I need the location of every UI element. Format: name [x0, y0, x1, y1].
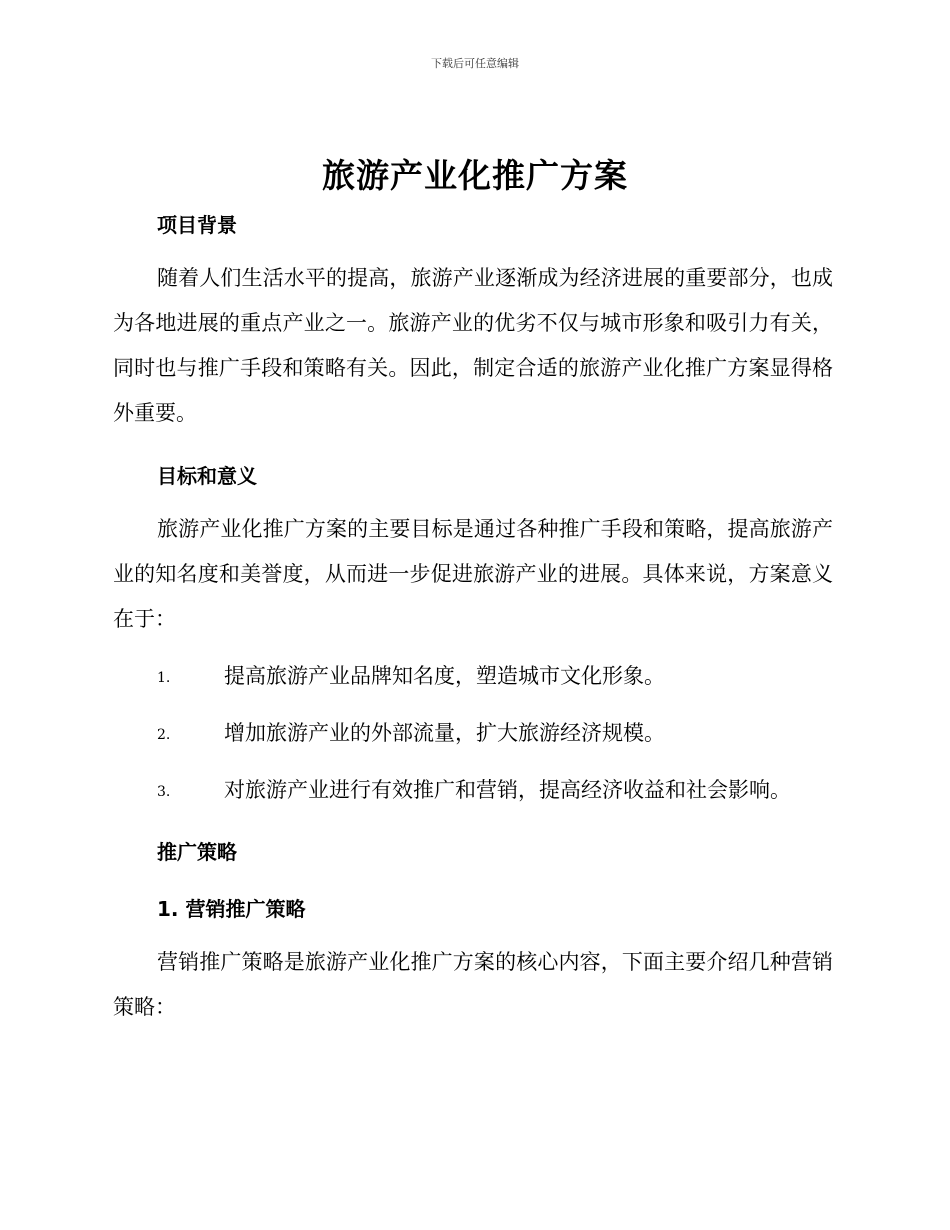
list-text: 提高旅游产业品牌知名度，塑造城市文化形象。: [224, 664, 665, 688]
list-text: 增加旅游产业的外部流量，扩大旅游经济规模。: [224, 721, 665, 745]
list-text: 对旅游产业进行有效推广和营销，提高经济收益和社会影响。: [224, 778, 791, 802]
paragraph-goals: 旅游产业化推广方案的主要目标是通过各种推广手段和策略，提高旅游产业的知名度和美誉度，从而进一步促进旅游产业的进展。具体来说，方案意义在于：: [113, 517, 833, 631]
list-number: 2.: [157, 727, 171, 743]
list-number: 1.: [157, 670, 171, 686]
document-title: 旅游产业化推广方案: [322, 156, 628, 195]
subheading-marketing-strategy: 1. 营销推广策略: [157, 897, 306, 921]
section-heading-background: 项目背景: [157, 213, 237, 237]
section-heading-strategy: 推广策略: [157, 840, 237, 864]
paragraph-background: 随着人们生活水平的提高，旅游产业逐渐成为经济进展的重要部分，也成为各地进展的重点产业之一。旅游产业的优劣不仅与城市形象和吸引力有关，同时也与推广手段和策略有关。因此，制定合适的旅游产业化推广方案显得格外重要。: [113, 266, 833, 425]
section-heading-goals: 目标和意义: [157, 464, 257, 488]
list-number: 3.: [157, 784, 171, 800]
header-note: 下载后可任意编辑: [431, 57, 519, 70]
paragraph-marketing-strategy: 营销推广策略是旅游产业化推广方案的核心内容，下面主要介绍几种营销策略：: [113, 950, 833, 1019]
